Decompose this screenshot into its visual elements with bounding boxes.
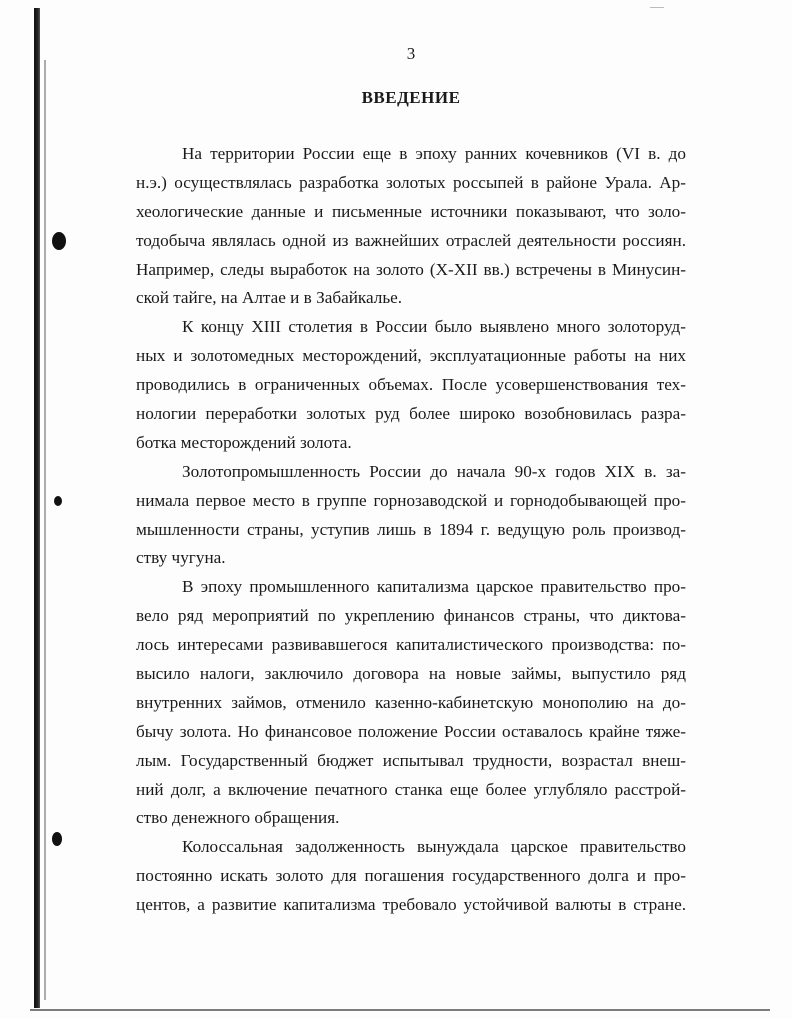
text-line: нимала первое место в группе горнозаводской и горнодобывающей про-: [136, 490, 686, 510]
text-line: тодобыча являлась одной из важнейших отраслей деятельности россиян.: [136, 230, 686, 250]
text-line: ству чугуна.: [136, 548, 226, 568]
page-number: 3: [406, 44, 416, 63]
scan-speck: [52, 232, 66, 250]
text-line: постоянно искать золото для погашения государственного долга и про-: [136, 866, 686, 886]
paragraph: [136, 140, 686, 313]
paragraph: [136, 573, 686, 833]
scan-binding-edge: [34, 8, 40, 1008]
text-line: нологии переработки золотых руд более широко возобновилась разра-: [136, 404, 686, 424]
text-line: ской тайге, на Алтае и в Забайкалье.: [136, 288, 403, 308]
scan-speck: [54, 496, 62, 506]
paragraph: [136, 458, 686, 574]
text-line: Колоссальная задолженность вынуждала царское правительство: [182, 837, 686, 857]
scan-speck: [52, 832, 62, 846]
text-line: н.э.) осуществлялась разработка золотых россыпей в районе Урала. Ар-: [136, 172, 686, 192]
text-line: лым. Государственный бюджет испытывал трудности, возрастал внеш-: [136, 750, 686, 770]
text-line: центов, а развитие капитализма требовало устойчивой валюты в стране.: [136, 895, 686, 915]
text-line: ний долг, а включение печатного станка еще более углубляло расстрой-: [136, 779, 686, 799]
text-line: хеологические данные и письменные источники показывают, что золо-: [136, 201, 686, 221]
text-line: Золотопромышленность России до начала 90-х годов XIX в. за-: [182, 461, 686, 481]
text-line: мышленности страны, уступив лишь в 1894 г. ведущую роль производ-: [136, 519, 686, 539]
text-line: На территории России еще в эпоху ранних кочевников (VI в. до: [182, 144, 686, 163]
text-line: внутренних займов, отменило казенно-кабинетскую монополию на до-: [136, 692, 686, 712]
text-line: проводились в ограниченных объемах. После усовершенствования тех-: [136, 375, 686, 395]
paragraph: [136, 833, 686, 920]
scan-shadow-line: [44, 60, 46, 1000]
scan-mark: [650, 7, 664, 8]
text-line: лось интересами развивавшегося капиталистического производства: по-: [136, 635, 686, 655]
text-line: К концу XIII столетия в России было выявлено много золоторуд-: [182, 317, 686, 337]
text-line: ство денежного обращения.: [136, 808, 340, 828]
paragraph: [136, 313, 686, 457]
text-line: Например, следы выработок на золото (X-XII вв.) встречены в Минусин-: [136, 259, 686, 279]
text-line: вело ряд мероприятий по укреплению финансов страны, что диктова-: [136, 606, 686, 626]
text-line: ботка месторождений золота.: [136, 432, 352, 452]
text-line: ных и золотомедных месторождений, эксплуатационные работы на них: [136, 346, 686, 366]
scan-bottom-edge: [30, 1009, 770, 1011]
text-line: В эпоху промышленного капитализма царское правительство про-: [182, 577, 686, 597]
text-line: высило налоги, заключило договора на новые займы, выпустило ряд: [136, 664, 686, 684]
page-title: ВВЕДЕНИЕ: [361, 88, 461, 107]
text-line: бычу золота. Но финансовое положение России оставалось крайне тяже-: [136, 721, 686, 741]
body-text: [136, 140, 686, 920]
